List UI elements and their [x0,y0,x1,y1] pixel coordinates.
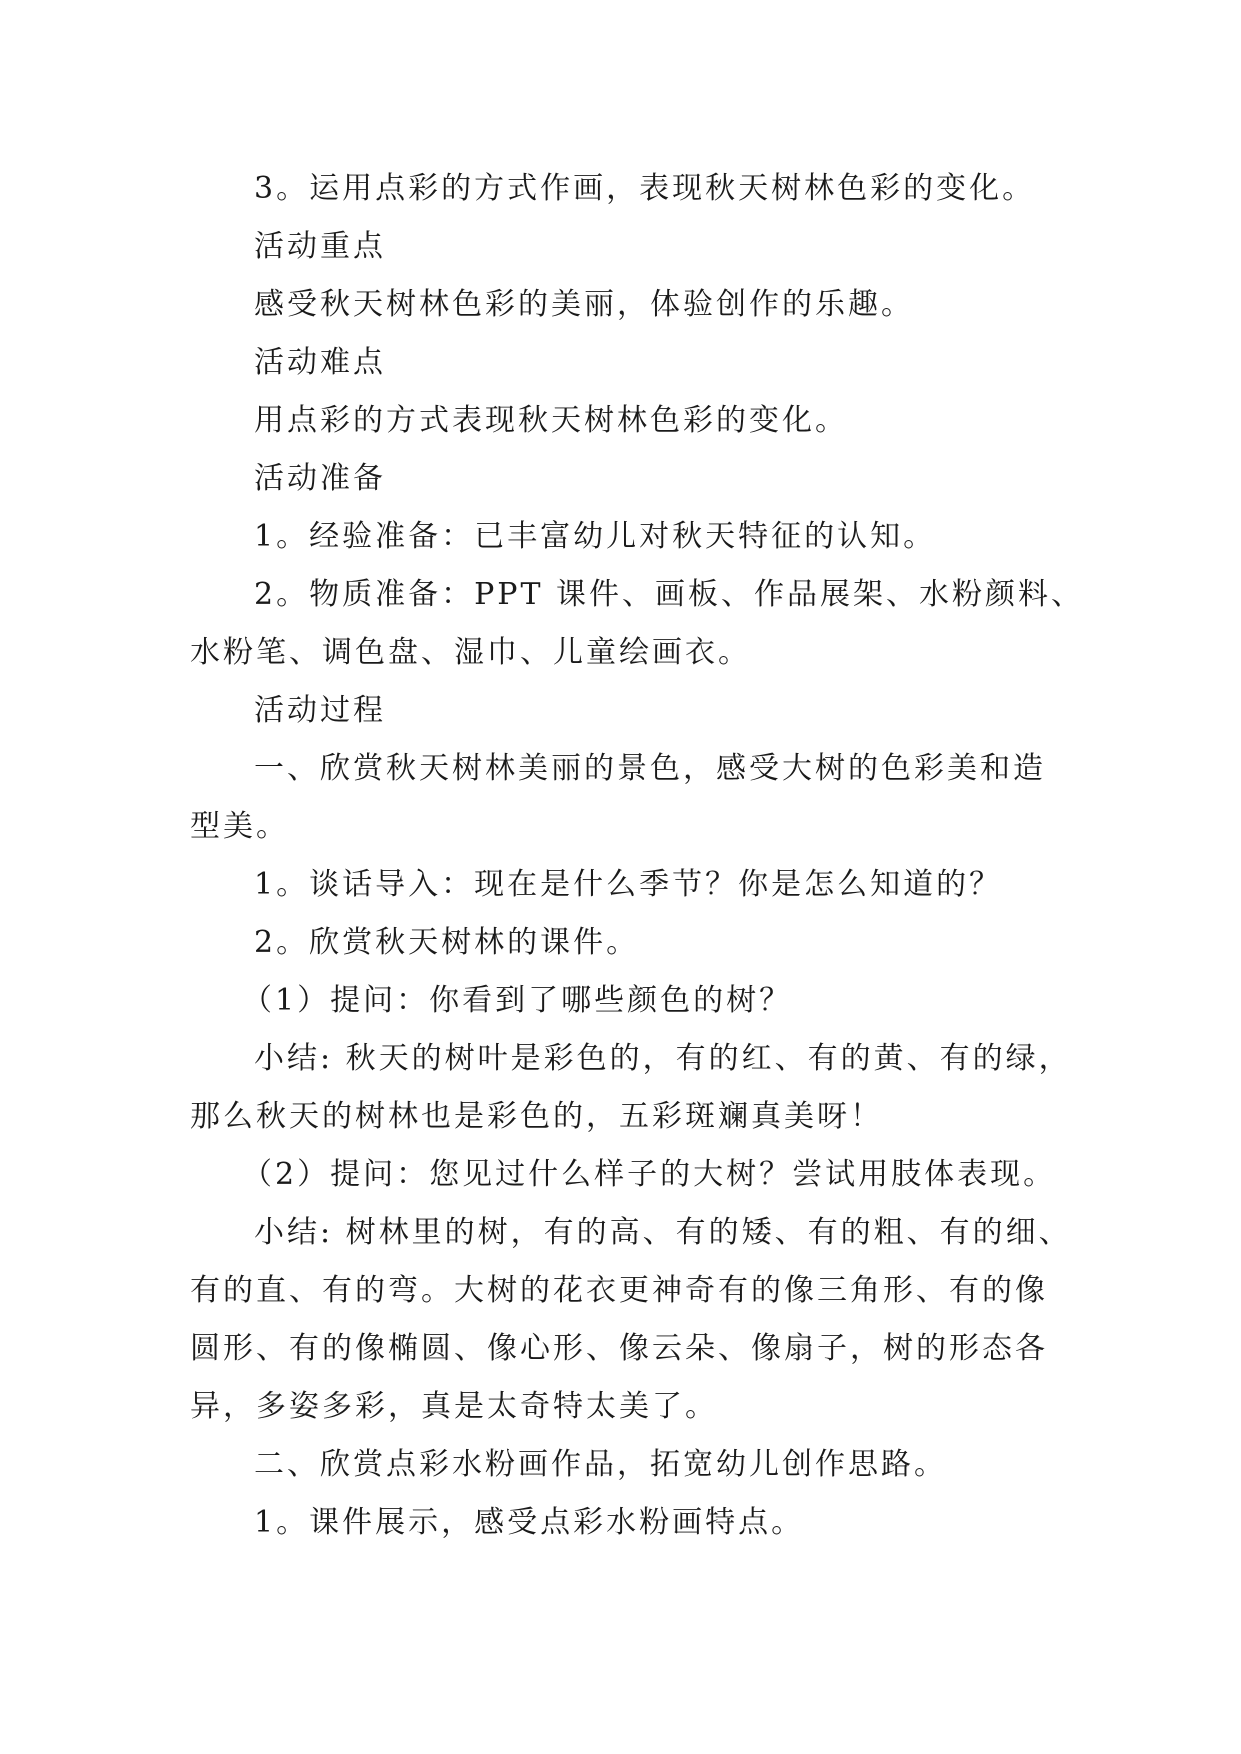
heading-preparation: 活动准备 [254,461,386,496]
document-page [190,160,1085,1552]
process-2-1: 1。课件展示，感受点彩水粉画特点。 [254,1505,805,1540]
summary-2: 小结: 树林里的树，有的高、有的矮、有的粗、有的细、 [254,1215,1072,1250]
process-step-2: 二、欣赏点彩水粉画作品，拓宽幼儿创作思路。 [254,1447,947,1482]
heading-process: 活动过程 [254,693,386,728]
summary-2-cont-3: 异，多姿多彩，真是太奇特太美了。 [190,1389,718,1424]
process-step-1: 一、欣赏秋天树林美丽的景色，感受大树的色彩美和造 [254,751,1046,786]
objective-3: 3。运用点彩的方式作画，表现秋天树林色彩的变化。 [254,171,1036,206]
summary-2-cont-1: 有的直、有的弯。大树的花衣更神奇有的像三角形、有的像 [190,1273,1048,1308]
question-2: （2）提问：您见过什么样子的大树？尝试用肢体表现。 [242,1157,1057,1192]
summary-1: 小结: 秋天的树叶是彩色的，有的红、有的黄、有的绿， [254,1041,1072,1076]
process-1-2: 2。欣赏秋天树林的课件。 [254,925,640,960]
process-step-1-cont: 型美。 [190,809,289,844]
process-1-1: 1。谈话导入：现在是什么季节？你是怎么知道的？ [254,867,1003,902]
preparation-materials: 2。物质准备：PPT 课件、画板、作品展架、水粉颜料、 [254,577,1085,612]
preparation-materials-cont: 水粉笔、调色盘、湿巾、儿童绘画衣。 [190,635,751,670]
key-points-text: 感受秋天树林色彩的美丽，体验创作的乐趣。 [254,287,914,322]
heading-difficulties: 活动难点 [254,345,386,380]
summary-2-cont-2: 圆形、有的像椭圆、像心形、像云朵、像扇子，树的形态各 [190,1331,1048,1366]
difficulties-text: 用点彩的方式表现秋天树林色彩的变化。 [254,403,848,438]
question-1: （1）提问：你看到了哪些颜色的树？ [242,983,793,1018]
summary-1-cont: 那么秋天的树林也是彩色的，五彩斑斓真美呀！ [190,1099,883,1134]
preparation-experience: 1。经验准备：已丰富幼儿对秋天特征的认知。 [254,519,937,554]
heading-key-points: 活动重点 [254,229,386,264]
